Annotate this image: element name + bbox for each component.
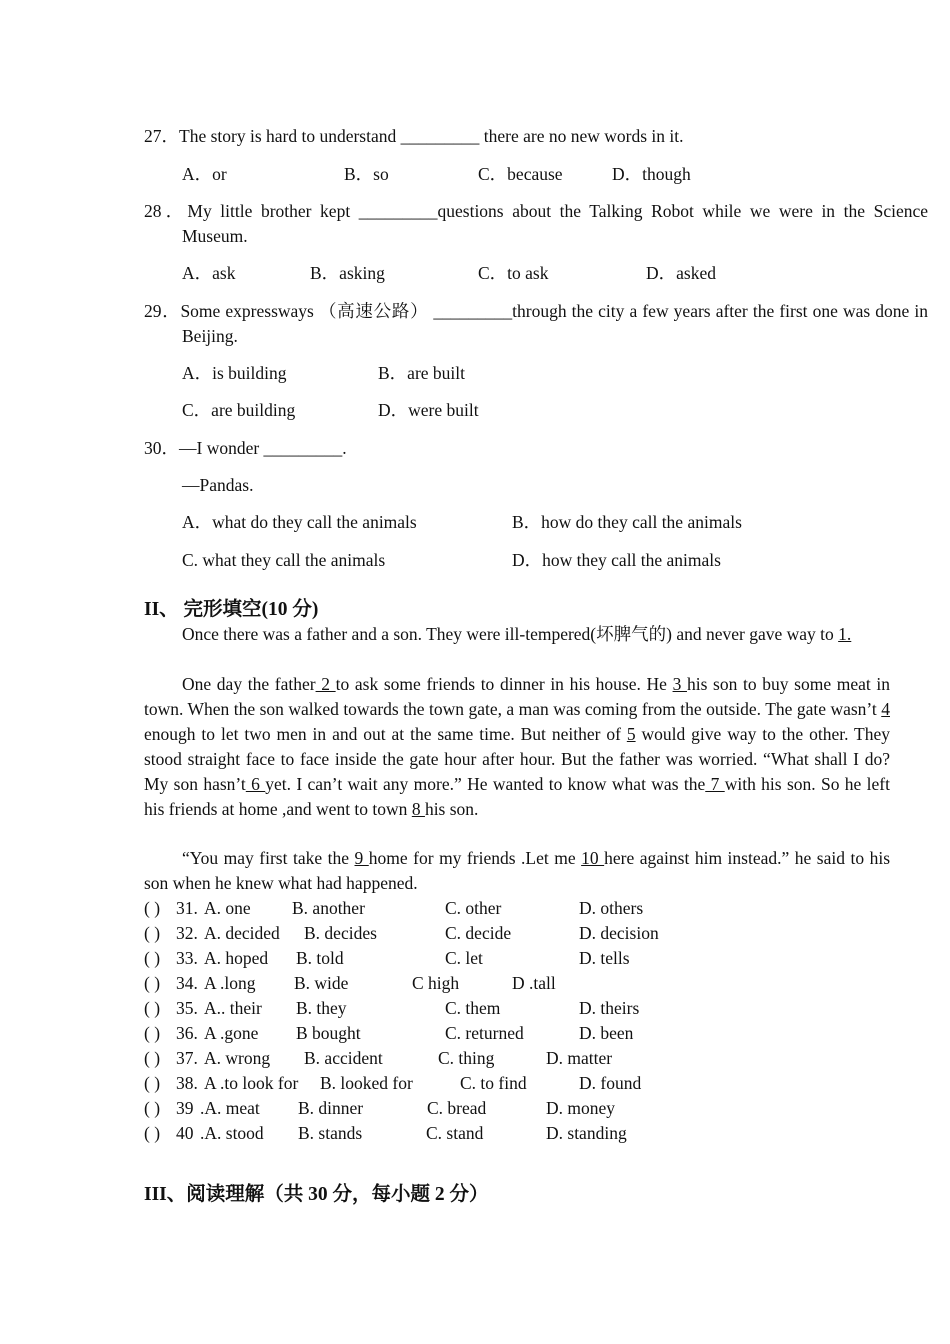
cloze-option-row (144, 1021, 904, 1046)
answer-paren[interactable]: ( ) (144, 1048, 161, 1068)
question-30 (144, 436, 347, 461)
cloze-option-row (144, 1121, 904, 1146)
question-stem: My little brother kept _________questions about the Talking Robot while we were in the Science Museum. (182, 201, 928, 246)
blank-6: 6 (245, 774, 266, 794)
question-number: 27． (144, 126, 179, 146)
item-number: 38. (176, 1073, 198, 1093)
option-b: B．how do they call the animals (512, 512, 742, 532)
choice-a: A .long (204, 973, 256, 993)
item-number: 31. (176, 898, 198, 918)
choice-c: C. stand (426, 1123, 484, 1143)
option-a: A．is building (182, 363, 287, 383)
choice-a: .A. stood (200, 1123, 264, 1143)
answer-paren[interactable]: ( ) (144, 948, 161, 968)
option-a: A．ask (182, 263, 236, 283)
choice-a: A. hoped (204, 948, 269, 968)
question-stem: Some expressways （高速公路） _________through the city a few years after the first one was done in Beijing. (180, 301, 929, 346)
item-number: 40 (176, 1123, 194, 1143)
passage-paragraph-1 (144, 622, 890, 647)
question-line-2: —Pandas. (182, 475, 254, 495)
passage-text: One day the father (182, 674, 316, 694)
choice-c: C. them (445, 998, 501, 1018)
choice-c: C high (412, 973, 460, 993)
blank-7: 7 (705, 774, 725, 794)
option-c: C．to ask (478, 263, 549, 283)
cloze-option-row (144, 1096, 904, 1121)
choice-c: C. let (445, 948, 483, 968)
blank-5: 5 (626, 724, 636, 744)
choice-a: .A. meat (200, 1098, 260, 1118)
option-c: C．because (478, 164, 563, 184)
answer-paren[interactable]: ( ) (144, 1123, 161, 1143)
blank-1: 1. (838, 624, 852, 644)
cloze-option-row (144, 896, 904, 921)
question-number: 29． (144, 301, 181, 321)
option-b: B．asking (310, 263, 385, 283)
cloze-option-row (144, 996, 904, 1021)
passage-text: Once there was a father and a son. They were ill-tempered(坏脾气的) and never gave way to (182, 624, 839, 644)
question-27 (144, 124, 928, 149)
blank-9: 9 (354, 848, 369, 868)
choice-c: C. returned (445, 1023, 524, 1043)
choice-a: A .to look for (204, 1073, 299, 1093)
answer-paren[interactable]: ( ) (144, 1073, 161, 1093)
choice-a: A .gone (204, 1023, 259, 1043)
option-c: C．are building (182, 400, 296, 420)
option-d: D．though (612, 164, 691, 184)
choice-b: B. accident (304, 1048, 383, 1068)
choice-b: B. another (292, 898, 365, 918)
passage-text: to ask some friends to dinner in his house. He (335, 674, 673, 694)
passage-text: his son. (424, 799, 479, 819)
choice-d: D. tells (579, 948, 630, 968)
question-28 (144, 199, 928, 249)
section-title-reading: III、阅读理解（共 30 分，每小题 2 分） (144, 1184, 489, 1205)
item-number: 37. (176, 1048, 198, 1068)
cloze-option-row (144, 1071, 904, 1096)
option-d: D．asked (646, 263, 716, 283)
blank-3: 3 (672, 674, 687, 694)
passage-text: enough to let two men in and out at the same time. But neither of (144, 724, 627, 744)
answer-paren[interactable]: ( ) (144, 998, 161, 1018)
choice-d: D. theirs (579, 998, 640, 1018)
choice-d: D. matter (546, 1048, 613, 1068)
question-number: 28． (144, 201, 188, 221)
choice-c: C. other (445, 898, 502, 918)
answer-paren[interactable]: ( ) (144, 898, 161, 918)
option-d: D．were built (378, 400, 479, 420)
passage-paragraph-3 (144, 846, 890, 896)
option-b: B．so (344, 164, 389, 184)
choice-b: B. told (296, 948, 344, 968)
question-number: 30． (144, 438, 179, 458)
choice-b: B. stands (298, 1123, 363, 1143)
blank-10: 10 (581, 848, 605, 868)
passage-text: with his son. So he left his friends at home ,and went to town (144, 774, 890, 819)
choice-d: D. found (579, 1073, 642, 1093)
item-number: 32. (176, 923, 198, 943)
answer-paren[interactable]: ( ) (144, 1023, 161, 1043)
choice-c: C. to find (460, 1073, 527, 1093)
section-title-cloze: II、 完形填空(10 分) (144, 599, 319, 620)
passage-text: yet. I can’t wait any more.” He wanted to know what was the (265, 774, 706, 794)
choice-b: B bought (296, 1023, 361, 1043)
choice-b: B. decides (304, 923, 377, 943)
choice-b: B. wide (294, 973, 349, 993)
blank-4: 4 (881, 699, 890, 719)
passage-paragraph-2 (144, 672, 890, 822)
cloze-option-row (144, 971, 904, 996)
option-a: A．or (182, 164, 227, 184)
item-number: 36. (176, 1023, 198, 1043)
option-d: D．how they call the animals (512, 550, 721, 570)
passage-text: his son to buy some meat in town. When the son walked towards the town gate, a man was coming from the outside. The gate wasn’t (144, 674, 891, 719)
choice-a: A. decided (204, 923, 280, 943)
choice-c: C. thing (438, 1048, 495, 1068)
cloze-option-row (144, 1046, 904, 1071)
choice-b: B. dinner (298, 1098, 364, 1118)
answer-paren[interactable]: ( ) (144, 1098, 161, 1118)
cloze-option-row (144, 946, 904, 971)
blank-2: 2 (315, 674, 336, 694)
question-29 (144, 299, 928, 349)
choice-b: B. looked for (320, 1073, 413, 1093)
item-number: 33. (176, 948, 198, 968)
choice-d: D. others (579, 898, 644, 918)
passage-text: would give way to the other. They stood straight face to face inside the gate hour after hour. But the father was worried. “What shall I do? My son hasn’t (144, 724, 890, 794)
passage-text: here against him instead.” he said to his son when he knew what had happened. (144, 848, 891, 893)
choice-a: A.. their (204, 998, 262, 1018)
choice-d: D. money (546, 1098, 616, 1118)
choice-d: D. been (579, 1023, 634, 1043)
passage-text: “You may first take the (182, 848, 355, 868)
option-a: A．what do they call the animals (182, 512, 417, 532)
choice-c: C. decide (445, 923, 512, 943)
choice-c: C. bread (427, 1098, 487, 1118)
option-b: B．are built (378, 363, 465, 383)
choice-a: A. wrong (204, 1048, 271, 1068)
choice-d: D. decision (579, 923, 659, 943)
item-number: 39 (176, 1098, 194, 1118)
question-stem: The story is hard to understand _________ there are no new words in it. (179, 126, 684, 146)
item-number: 34. (176, 973, 198, 993)
choice-d: D. standing (546, 1123, 627, 1143)
question-line-1: —I wonder _________. (179, 438, 347, 458)
choice-b: B. they (296, 998, 347, 1018)
cloze-option-row (144, 921, 904, 946)
answer-paren[interactable]: ( ) (144, 923, 161, 943)
passage-text: home for my friends .Let me (368, 848, 582, 868)
answer-paren[interactable]: ( ) (144, 973, 161, 993)
choice-a: A. one (204, 898, 251, 918)
option-c: C. what they call the animals (182, 550, 386, 570)
blank-8: 8 (411, 799, 425, 819)
item-number: 35. (176, 998, 198, 1018)
choice-d: D .tall (512, 973, 556, 993)
